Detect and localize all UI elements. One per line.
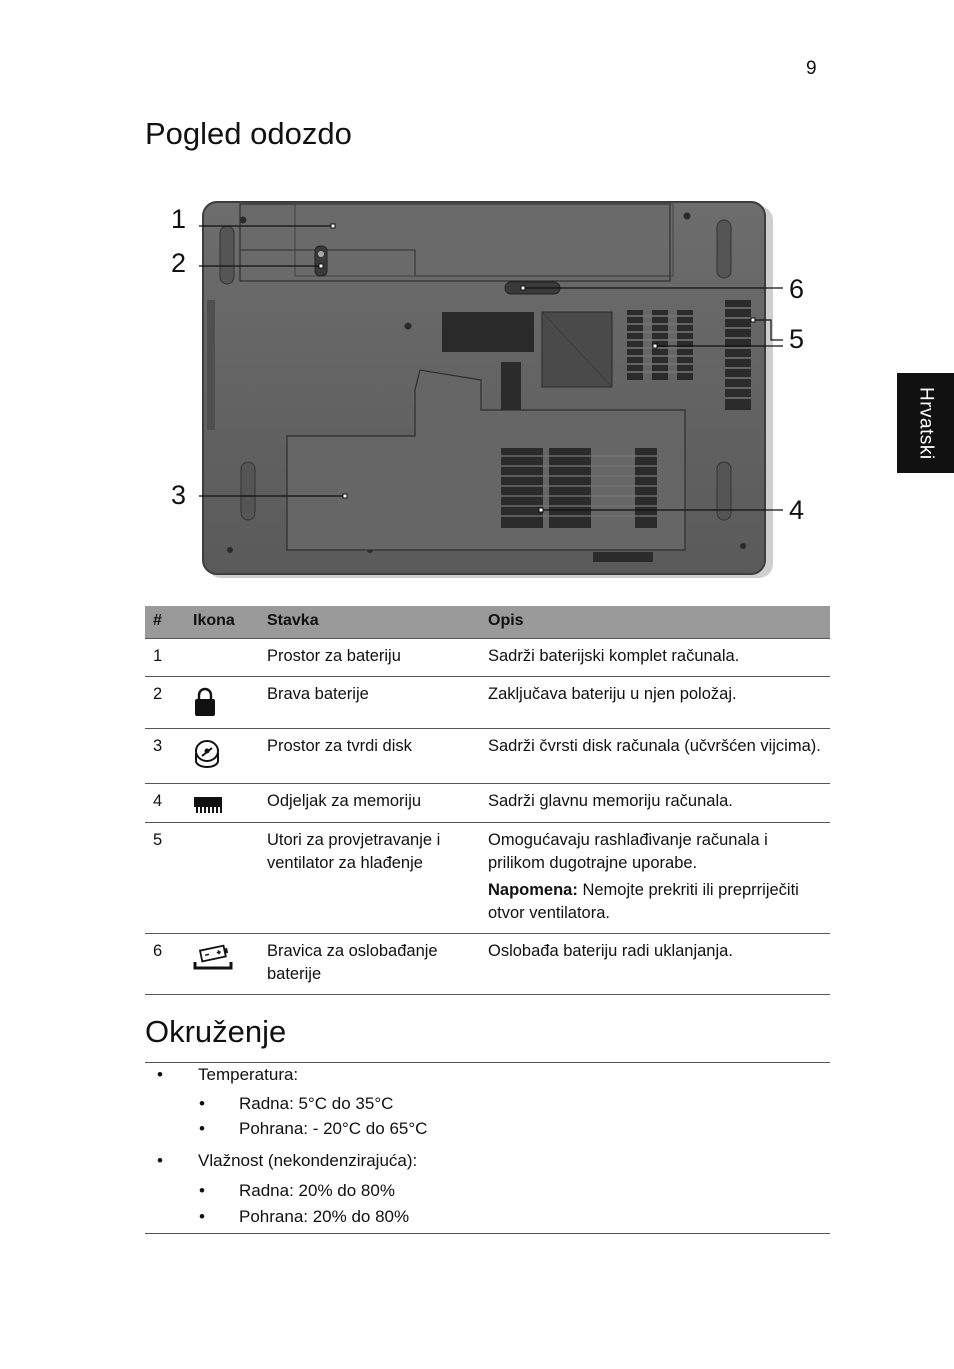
table-row — [145, 934, 830, 995]
row-number: 5 — [145, 823, 185, 934]
row-item: Utori za provjetravanje i ventilator za hlađenje — [259, 823, 480, 934]
list-item: Pohrana: 20% do 80% — [239, 1207, 410, 1226]
row-icon-cell — [185, 934, 259, 995]
page-number: 9 — [806, 58, 817, 79]
row-item: Prostor za tvrdi disk — [259, 729, 480, 784]
row-number: 3 — [145, 729, 185, 784]
row-description-cell — [480, 823, 830, 934]
row-description: Sadrži baterijski komplet računala. — [480, 639, 830, 677]
bullet: • — [199, 1181, 205, 1200]
row-description: Omogućavaju rashlađivanje računala i prilikom dugotrajne uporabe. — [488, 831, 768, 872]
table-row — [145, 823, 830, 934]
row-number: 1 — [145, 639, 185, 677]
row-item: Prostor za bateriju — [259, 639, 480, 677]
temperature-label: Temperatura: — [198, 1065, 299, 1084]
hard-disk-icon — [193, 739, 221, 769]
row-note — [488, 879, 824, 925]
row-icon-cell — [185, 677, 259, 729]
laptop-bottom-figure — [165, 190, 825, 590]
parts-table — [145, 606, 830, 995]
row-icon-cell — [185, 823, 259, 934]
bullet: • — [199, 1207, 205, 1226]
callout-5: 5 — [789, 324, 805, 354]
list-item: Radna: 5°C do 35°C — [239, 1094, 394, 1113]
header-description: Opis — [480, 606, 830, 639]
bullet: • — [157, 1065, 163, 1084]
header-number: # — [145, 606, 185, 639]
lock-icon — [193, 687, 217, 717]
language-tab-label: Hrvatski — [915, 386, 937, 460]
header-icon: Ikona — [185, 606, 259, 639]
note-label: Napomena: — [488, 881, 578, 899]
battery-release-icon — [193, 944, 233, 974]
bullet: • — [199, 1094, 205, 1113]
row-description: Oslobađa bateriju radi uklanjanja. — [480, 934, 830, 995]
header-item: Stavka — [259, 606, 480, 639]
table-header-row — [145, 606, 830, 639]
section-title-bottom-view: Pogled odozdo — [145, 116, 352, 151]
bullet: • — [157, 1151, 163, 1170]
row-description: Sadrži glavnu memoriju računala. — [480, 784, 830, 823]
language-tab — [897, 373, 954, 473]
callout-1: 1 — [171, 204, 187, 234]
table-row — [145, 784, 830, 823]
row-item: Odjeljak za memoriju — [259, 784, 480, 823]
list-item: Radna: 20% do 80% — [239, 1181, 395, 1200]
row-description: Sadrži čvrsti disk računala (učvršćen vijcima). — [480, 729, 830, 784]
row-number: 4 — [145, 784, 185, 823]
note-text: Nemojte prekriti ili preprriječiti otvor ventilatora. — [488, 881, 799, 922]
row-icon-cell — [185, 639, 259, 677]
table-row — [145, 729, 830, 784]
memory-icon — [193, 794, 223, 814]
list-item: Pohrana: - 20°C do 65°C — [239, 1119, 428, 1138]
row-item: Bravica za oslobađanje baterije — [259, 934, 480, 995]
row-description: Zaključava bateriju u njen položaj. — [480, 677, 830, 729]
callout-3: 3 — [171, 480, 187, 510]
laptop-bottom-illustration — [165, 190, 825, 590]
bullet: • — [199, 1119, 205, 1138]
row-item: Brava baterije — [259, 677, 480, 729]
callout-6: 6 — [789, 274, 805, 304]
row-icon-cell — [185, 729, 259, 784]
callout-2: 2 — [171, 248, 187, 278]
row-number: 6 — [145, 934, 185, 995]
table-row — [145, 677, 830, 729]
table-row — [145, 639, 830, 677]
humidity-label: Vlažnost (nekondenzirajuća): — [198, 1151, 418, 1170]
callout-4: 4 — [789, 495, 805, 525]
environment-list — [145, 1062, 830, 1234]
row-number: 2 — [145, 677, 185, 729]
row-icon-cell — [185, 784, 259, 823]
section-title-environment: Okruženje — [145, 1014, 287, 1049]
